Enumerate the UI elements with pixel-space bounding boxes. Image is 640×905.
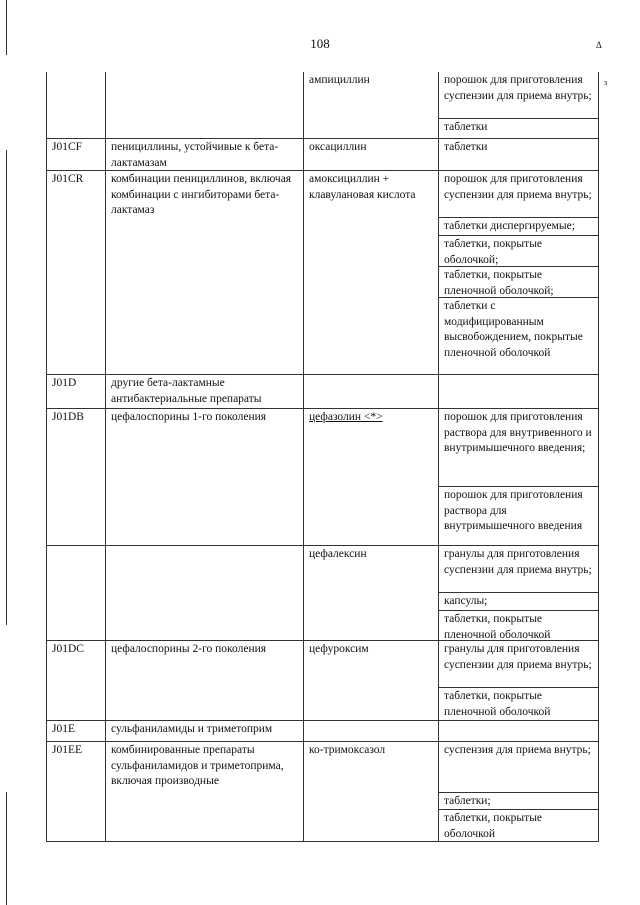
group-name [105,546,303,640]
margin-line-middle [6,150,7,625]
group-name [105,72,303,138]
dosage-forms [438,171,599,374]
dosage-forms [438,139,599,170]
dosage-forms [438,72,599,138]
atc-code [46,72,105,138]
drug-name: оксациллин [303,139,438,170]
group-name: комбинированные препараты сульфаниламидов и триметоприма, включая производные [105,742,303,841]
dosage-form: таблетки, покрытые оболочкой [444,812,543,840]
group-name: цефалоспорины 1-го поколения [105,409,303,545]
table-row [46,546,599,641]
drug-name: цефуроксим [303,641,438,720]
table-row [46,375,599,409]
table-row [46,641,599,721]
drug-name-link: цефазолин <*> [309,411,383,423]
page-number: 108 [310,36,330,51]
dosage-form: суспензия для приема внутрь; [439,742,598,793]
group-name: цефалоспорины 2-го поколения [105,641,303,720]
dosage-forms [438,546,599,640]
group-name: комбинации пенициллинов, включая комбинации с ингибиторами бета-лактамаз [105,171,303,374]
atc-code: J01CR [46,171,105,374]
dosage-form: порошок для приготовления суспензии для приема внутрь; [439,72,598,119]
dosage-form: таблетки диспергируемые; [439,218,598,236]
table-row [46,742,599,842]
atc-code: J01D [46,375,105,408]
atc-code: J01E [46,721,105,741]
margin-line-bottom [6,792,7,905]
dosage-forms [438,409,599,545]
dosage-form: таблетки; [439,793,598,810]
dosage-form: капсулы; [439,593,598,611]
dosage-form: гранулы для приготовления суспензии для приема внутрь; [439,641,598,688]
dosage-form: таблетки, покрытые пленочной оболочкой; [439,267,598,298]
dosage-form: таблетки [444,121,488,133]
drug-name [303,721,438,741]
dosage-form: таблетки [444,141,488,153]
dosage-form: таблетки, покрытые пленочной оболочкой [444,613,551,641]
dosage-form: таблетки, покрытые пленочной оболочкой [444,690,551,718]
group-name: пенициллины, устойчивые к бета-лактамазам [105,139,303,170]
dosage-form: таблетки, покрытые оболочкой; [439,236,598,267]
group-name: другие бета-лактамные антибактериальные препараты [105,375,303,408]
group-name: сульфаниламиды и триметоприм [105,721,303,741]
table-row [46,72,599,139]
dosage-form: порошок для приготовления суспензии для приема внутрь; [439,171,598,218]
table-row [46,139,599,171]
side-mark: з [604,78,608,87]
table-row [46,171,599,375]
dosage-forms [438,375,599,408]
dosage-form: таблетки с модифицированным высвобождением, покрытые пленочной оболочкой [444,300,583,359]
drug-name [303,375,438,408]
dosage-forms [438,742,599,841]
atc-code: J01CF [46,139,105,170]
table-row [46,721,599,742]
atc-code: J01DB [46,409,105,545]
dosage-forms [438,721,599,741]
atc-code: J01DC [46,641,105,720]
drug-name: цефалексин [303,546,438,640]
drug-name: ампициллин [303,72,438,138]
dosage-form: гранулы для приготовления суспензии для приема внутрь; [439,546,598,593]
drug-name: ко-тримоксазол [303,742,438,841]
corner-mark: Δ [596,40,602,50]
drug-name [303,409,438,545]
drug-name: амоксициллин + клавулановая кислота [303,171,438,374]
drug-table [46,72,599,842]
dosage-form: порошок для приготовления раствора для внутримышечного введения [444,489,583,532]
dosage-forms [438,641,599,720]
table-row [46,409,599,546]
atc-code [46,546,105,640]
atc-code: J01EE [46,742,105,841]
dosage-form: порошок для приготовления раствора для внутривенного и внутримышечного введения; [439,409,598,487]
